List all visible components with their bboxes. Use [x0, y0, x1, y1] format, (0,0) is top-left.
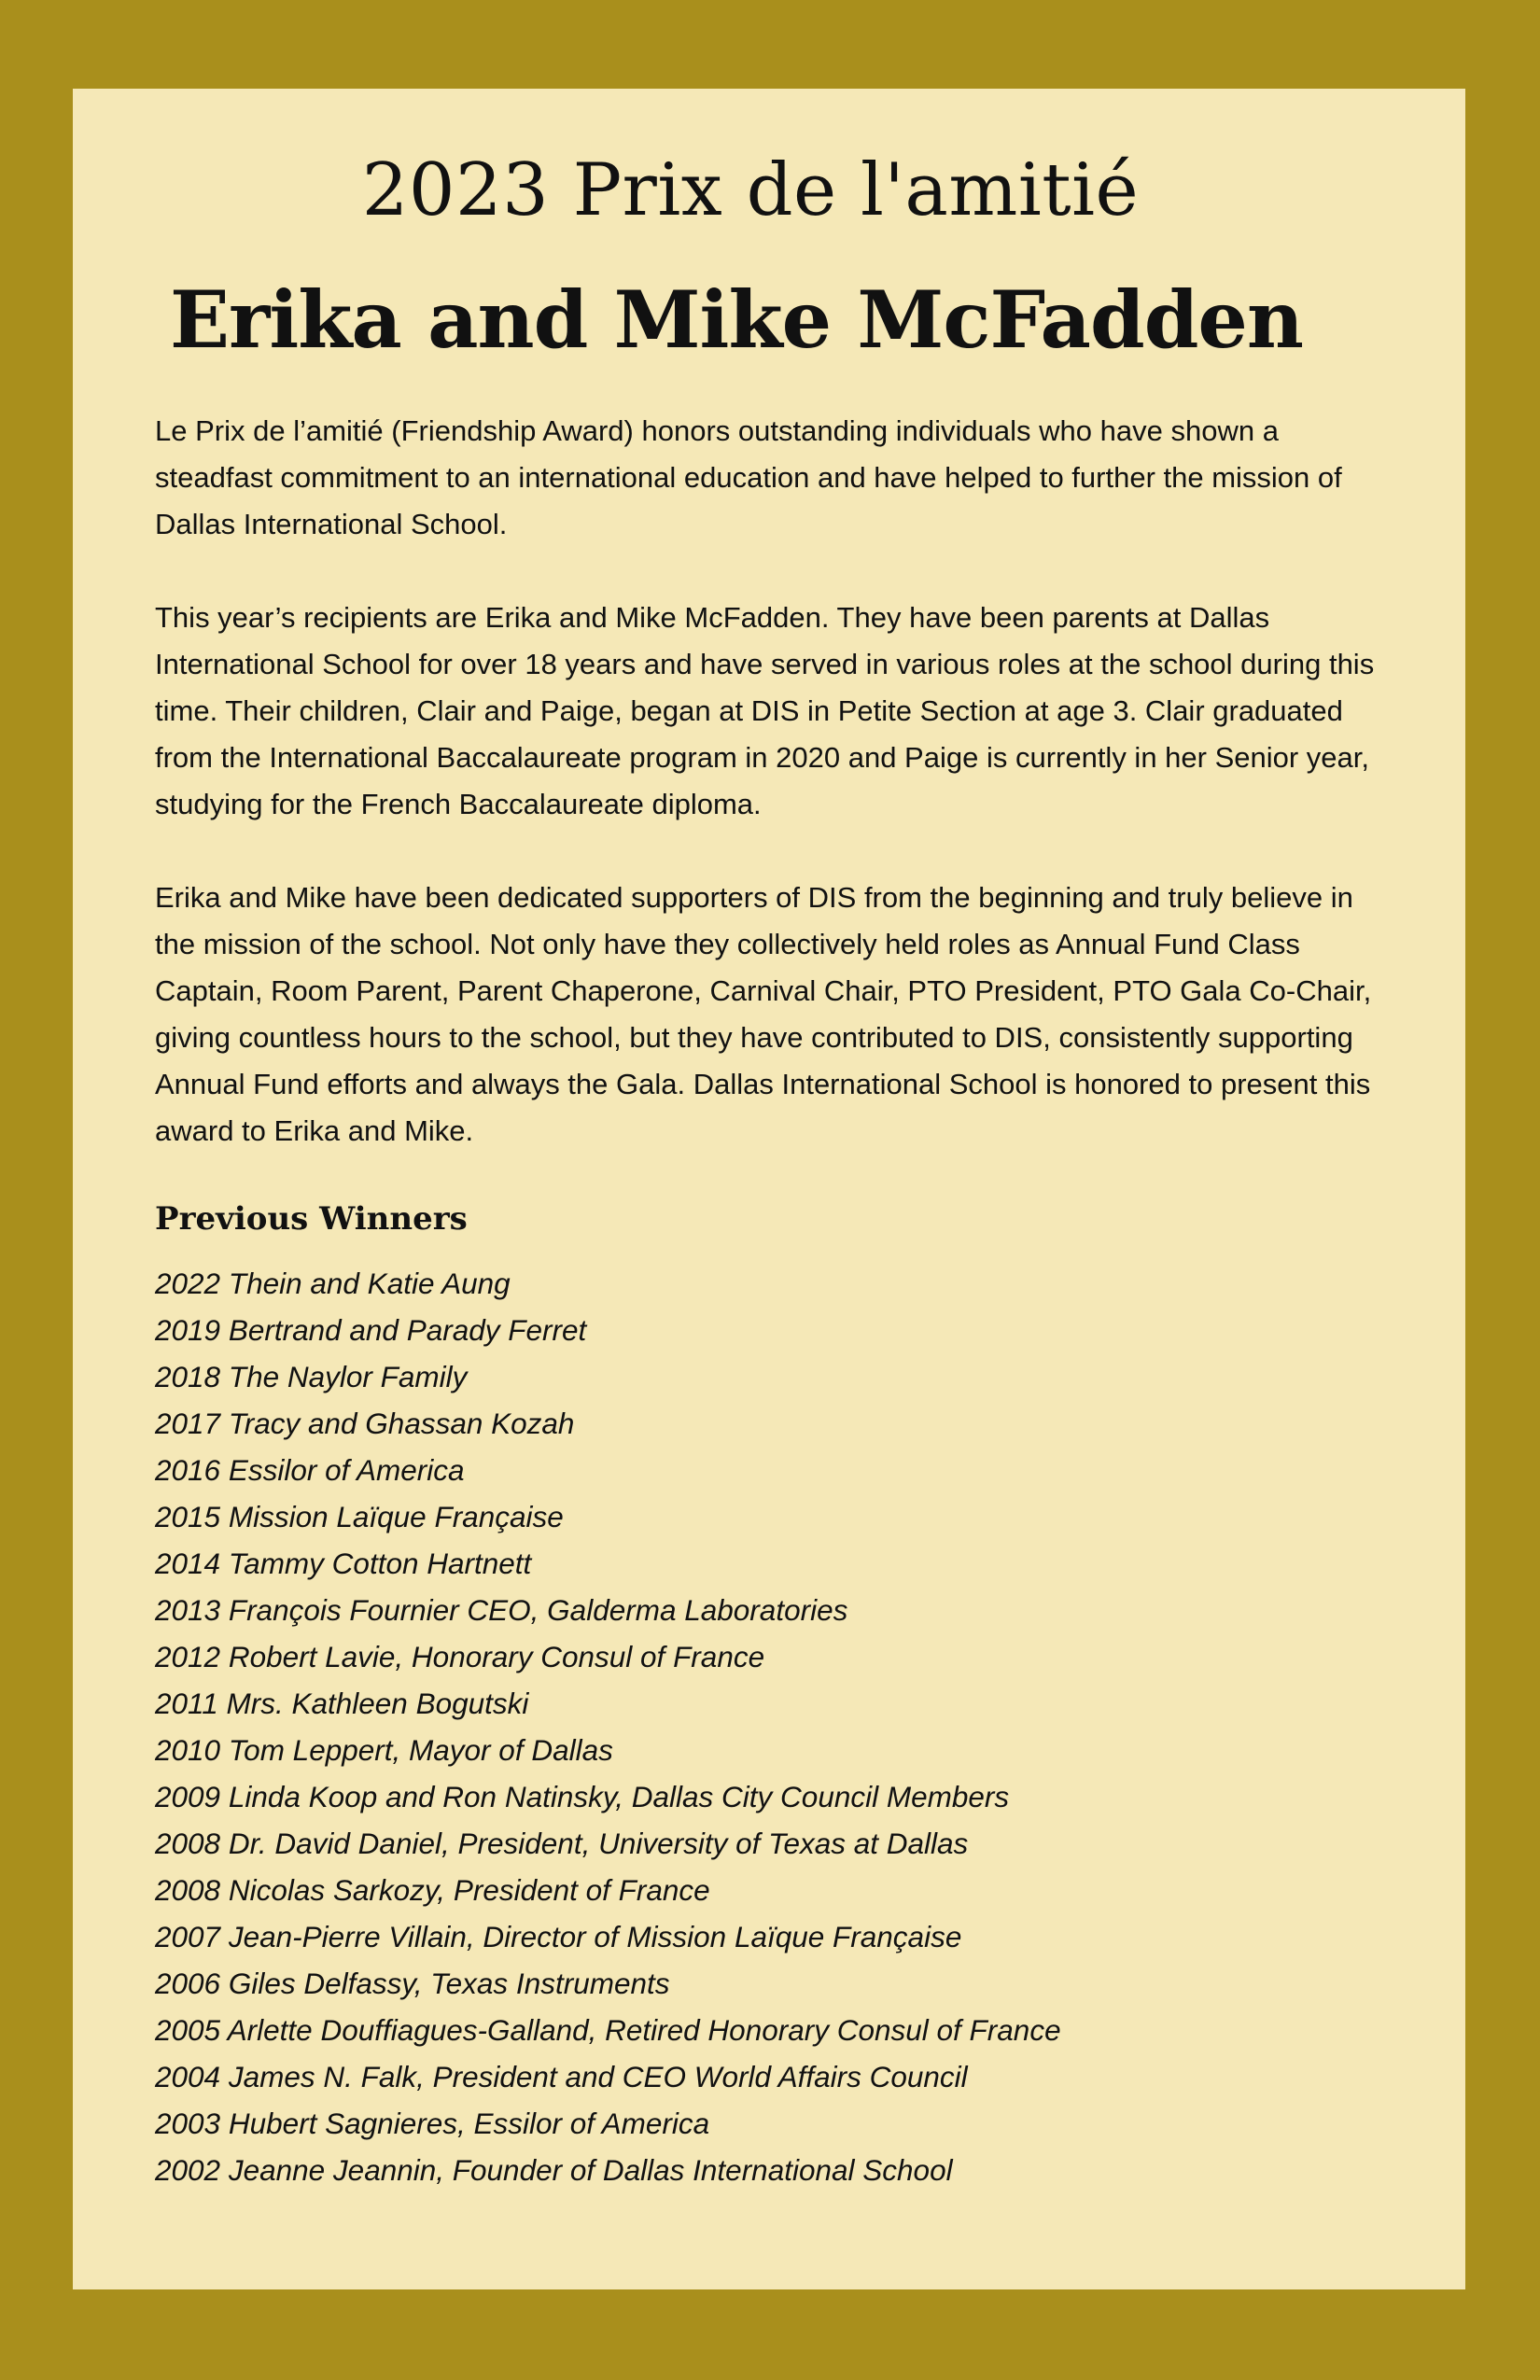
winner-list-item: 2003 Hubert Sagnieres, Essilor of America	[155, 2107, 710, 2140]
winner-list-item: 2017 Tracy and Ghassan Kozah	[155, 1407, 575, 1440]
winner-list-item: 2013 François Fournier CEO, Galderma Laboratories	[155, 1593, 848, 1627]
winner-list-item: 2012 Robert Lavie, Honorary Consul of France	[155, 1640, 765, 1673]
winner-list-item: 2004 James N. Falk, President and CEO World Affairs Council	[155, 2060, 968, 2093]
previous-winners-list	[155, 1260, 1383, 2193]
winner-list-item: 2002 Jeanne Jeannin, Founder of Dallas International School	[155, 2153, 953, 2187]
winner-list-item: 2015 Mission Laïque Française	[155, 1500, 564, 1533]
document-panel	[73, 89, 1465, 2289]
winner-list-item: 2019 Bertrand and Parady Ferret	[155, 1313, 587, 1347]
recipient-names: Erika and Mike McFadden	[170, 273, 1303, 366]
winner-list-item: 2011 Mrs. Kathleen Bogutski	[155, 1687, 529, 1720]
winner-list-item: 2007 Jean-Pierre Villain, Director of Mission Laïque Française	[155, 1920, 962, 1953]
winner-list-item: 2010 Tom Leppert, Mayor of Dallas	[155, 1733, 613, 1767]
winner-list-item: 2014 Tammy Cotton Hartnett	[155, 1547, 532, 1580]
winner-list-item: 2008 Dr. David Daniel, President, University of Texas at Dallas	[155, 1827, 969, 1860]
winner-list-item: 2009 Linda Koop and Ron Natinsky, Dallas City Council Members	[155, 1780, 1010, 1813]
winner-list-item: 2018 The Naylor Family	[155, 1360, 468, 1393]
winner-list-item: 2005 Arlette Douffiagues-Galland, Retired Honorary Consul of France	[155, 2013, 1061, 2047]
winner-list-item: 2006 Giles Delfassy, Texas Instruments	[155, 1967, 670, 2000]
recipients-paragraph: This year’s recipients are Erika and Mike McFadden. They have been parents at Dallas International School for over 18 years and have served in various roles at the school during this time. Their children, Clair and Paige, began at DIS in Petite Section at age 3. Clair graduated from the International Baccalaureate program in 2020 and Paige is currently in her Senior year, studying for the French Baccalaureate diploma.	[155, 601, 1375, 820]
document-title: 2023 Prix de l'amitié	[361, 148, 1140, 232]
winner-list-item: 2008 Nicolas Sarkozy, President of France	[155, 1873, 710, 1907]
winner-list-item: 2022 Thein and Katie Aung	[155, 1267, 511, 1300]
winner-list-item: 2016 Essilor of America	[155, 1453, 465, 1487]
supporters-paragraph: Erika and Mike have been dedicated supporters of DIS from the beginning and truly believe in the mission of the school. Not only have they collectively held roles as Annual Fund Class Captain, Room Parent, Parent Chaperone, Carnival Chair, PTO President, PTO Gala Co-Chair, giving countless hours to the school, but they have contributed to DIS, consistently supporting Annual Fund efforts and always the Gala. Dallas International School is honored to present this award to Erika and Mike.	[155, 881, 1372, 1147]
intro-paragraph: Le Prix de l’amitié (Friendship Award) honors outstanding individuals who have shown a steadfast commitment to an international education and have helped to further the mission of Dallas International School.	[155, 414, 1342, 540]
previous-winners-heading: Previous Winners	[155, 1200, 468, 1238]
document-body	[155, 408, 1383, 2193]
